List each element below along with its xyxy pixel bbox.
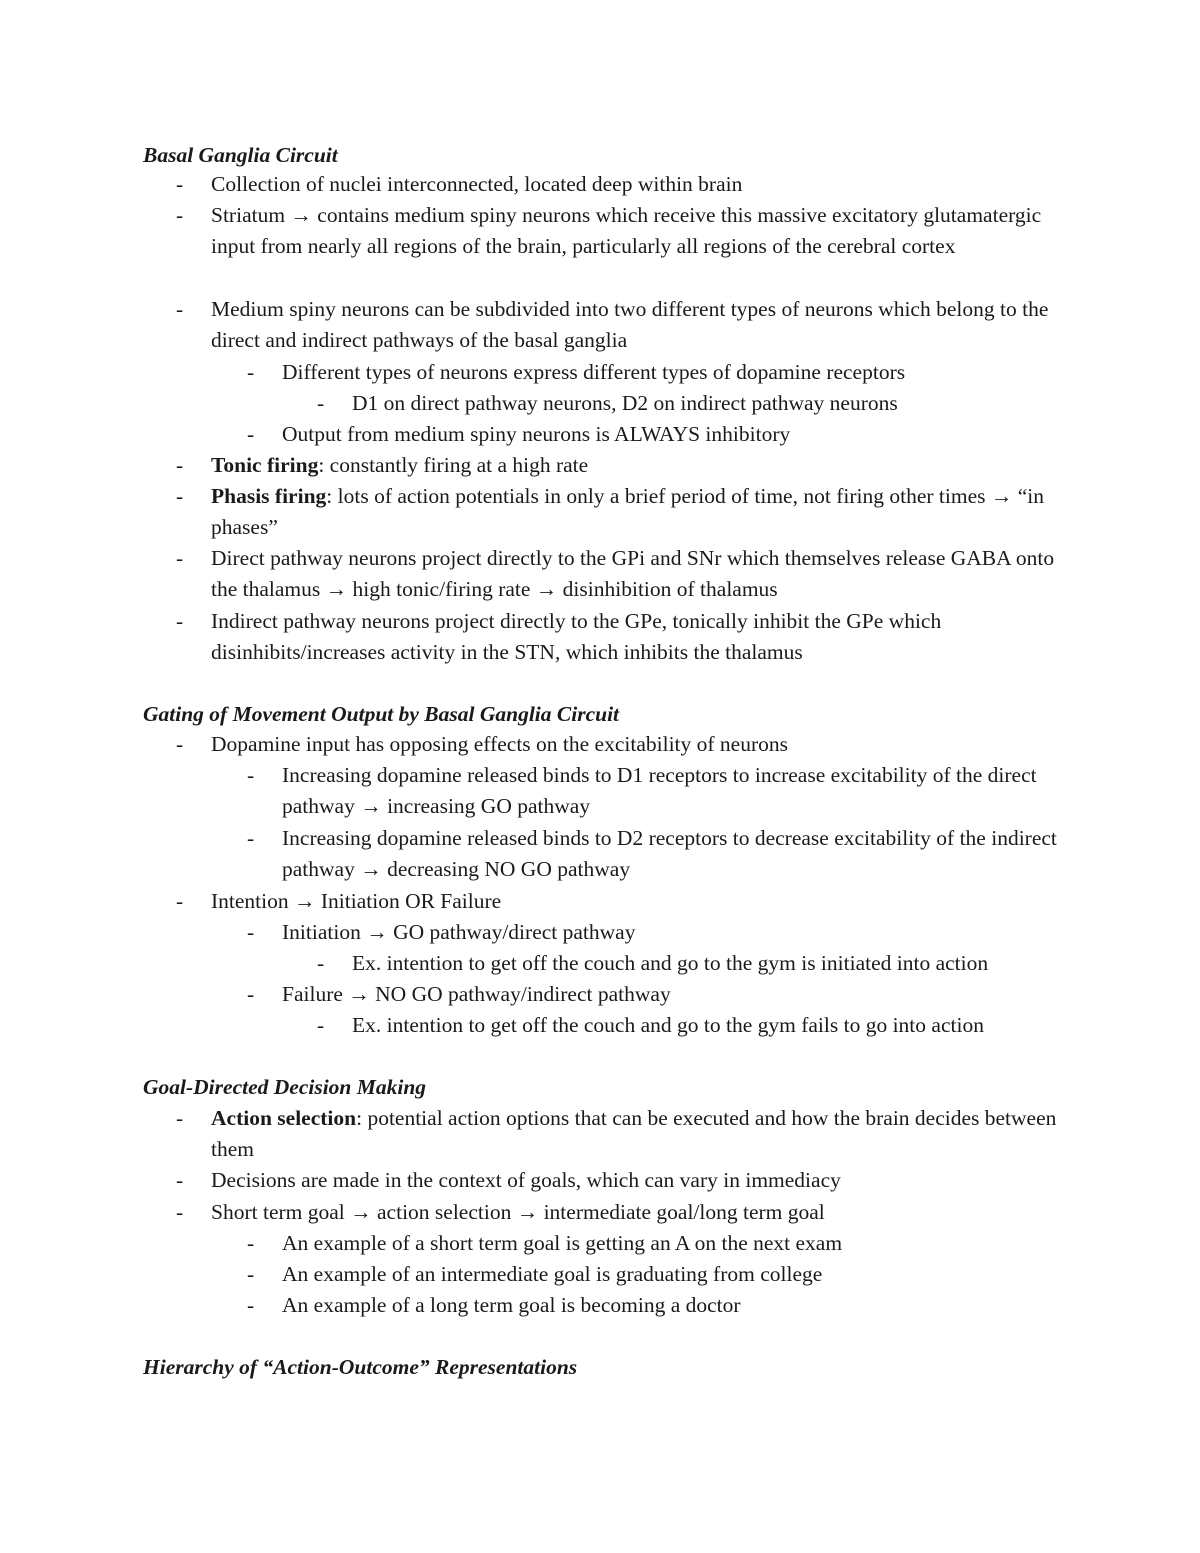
bullet-dash: -	[176, 732, 184, 756]
list-item-text: Ex. intention to get off the couch and go to the gym fails to go into action	[352, 1013, 984, 1037]
bullet-dash: -	[247, 1231, 255, 1255]
list-item-text: Decisions are made in the context of goals, which can vary in immediacy	[211, 1168, 841, 1192]
section-heading: Goal-Directed Decision Making	[143, 1075, 427, 1099]
definition-text: : constantly firing at a high rate	[318, 453, 589, 477]
list-item-text: An example of a short term goal is getting an A on the next exam	[282, 1231, 843, 1255]
bullet-dash: -	[176, 1106, 184, 1130]
bullet-dash: -	[176, 172, 184, 196]
definition-text: : potential action options that can be executed and how the brain decides between them	[211, 1106, 1057, 1162]
bold-term: Action selection	[211, 1106, 357, 1130]
list-item-text	[211, 481, 1071, 543]
bullet-dash: -	[176, 609, 184, 633]
list-item-text: Intention → Initiation OR Failure	[211, 889, 502, 913]
list-item-text: An example of an intermediate goal is graduating from college	[282, 1262, 823, 1286]
bullet-dash: -	[247, 920, 255, 944]
bullet-dash: -	[176, 203, 184, 227]
bullet-dash: -	[247, 826, 255, 850]
bullet-dash: -	[176, 889, 184, 913]
section-heading: Basal Ganglia Circuit	[143, 143, 338, 167]
bullet-dash: -	[176, 1168, 184, 1192]
bullet-dash: -	[176, 453, 184, 477]
list-item-text: D1 on direct pathway neurons, D2 on indirect pathway neurons	[352, 391, 898, 415]
bullet-dash: -	[247, 1293, 255, 1317]
list-item-text: Output from medium spiny neurons is ALWAYS inhibitory	[282, 422, 791, 446]
bullet-dash: -	[317, 1013, 325, 1037]
list-item-text: Failure → NO GO pathway/indirect pathway	[282, 982, 671, 1006]
bullet-dash: -	[247, 982, 255, 1006]
bold-term: Phasis firing	[211, 484, 327, 508]
bullet-dash: -	[247, 763, 255, 787]
bullet-dash: -	[176, 1200, 184, 1224]
list-item-text: Ex. intention to get off the couch and go to the gym is initiated into action	[352, 951, 989, 975]
list-item-text: Increasing dopamine released binds to D1 receptors to increase excitability of the direct pathway → increasing GO pathway	[282, 763, 1037, 819]
bullet-dash: -	[317, 951, 325, 975]
list-item-text: Striatum → contains medium spiny neurons which receive this massive excitatory glutamatergic input from nearly all regions of the brain, particularly all regions of the cerebral cortex	[211, 203, 1042, 259]
list-item-text: Medium spiny neurons can be subdivided into two different types of neurons which belong to the direct and indirect pathways of the basal ganglia	[211, 297, 1049, 353]
list-item-text: An example of a long term goal is becoming a doctor	[282, 1293, 741, 1317]
bullet-dash: -	[247, 422, 255, 446]
list-item-text: Dopamine input has opposing effects on the excitability of neurons	[211, 732, 788, 756]
definition-text: : lots of action potentials in only a brief period of time, not firing other times → “in phases”	[211, 484, 1044, 540]
section-heading: Gating of Movement Output by Basal Ganglia Circuit	[143, 702, 620, 726]
section-heading: Hierarchy of “Action-Outcome” Representations	[143, 1355, 578, 1379]
bullet-dash: -	[176, 546, 184, 570]
list-item-text	[211, 1103, 1071, 1165]
list-item-text: Direct pathway neurons project directly to the GPi and SNr which themselves release GABA onto the thalamus → high tonic/firing rate → disinhibition of thalamus	[211, 546, 1055, 602]
bullet-dash: -	[176, 484, 184, 508]
list-item-text: Indirect pathway neurons project directly to the GPe, tonically inhibit the GPe which disinhibits/increases activity in the STN, which inhibits the thalamus	[211, 609, 942, 665]
list-item-text: Initiation → GO pathway/direct pathway	[282, 920, 636, 944]
bullet-dash: -	[247, 360, 255, 384]
bold-term: Tonic firing	[211, 453, 319, 477]
list-item-text: Increasing dopamine released binds to D2 receptors to decrease excitability of the indirect pathway → decreasing NO GO pathway	[282, 826, 1057, 882]
list-item-text: Collection of nuclei interconnected, located deep within brain	[211, 172, 743, 196]
list-item-text: Short term goal → action selection → intermediate goal/long term goal	[211, 1200, 825, 1224]
bullet-dash: -	[317, 391, 325, 415]
list-item-text	[211, 450, 1071, 481]
bullet-dash: -	[247, 1262, 255, 1286]
list-item-text: Different types of neurons express different types of dopamine receptors	[282, 360, 906, 384]
bullet-dash: -	[176, 297, 184, 321]
